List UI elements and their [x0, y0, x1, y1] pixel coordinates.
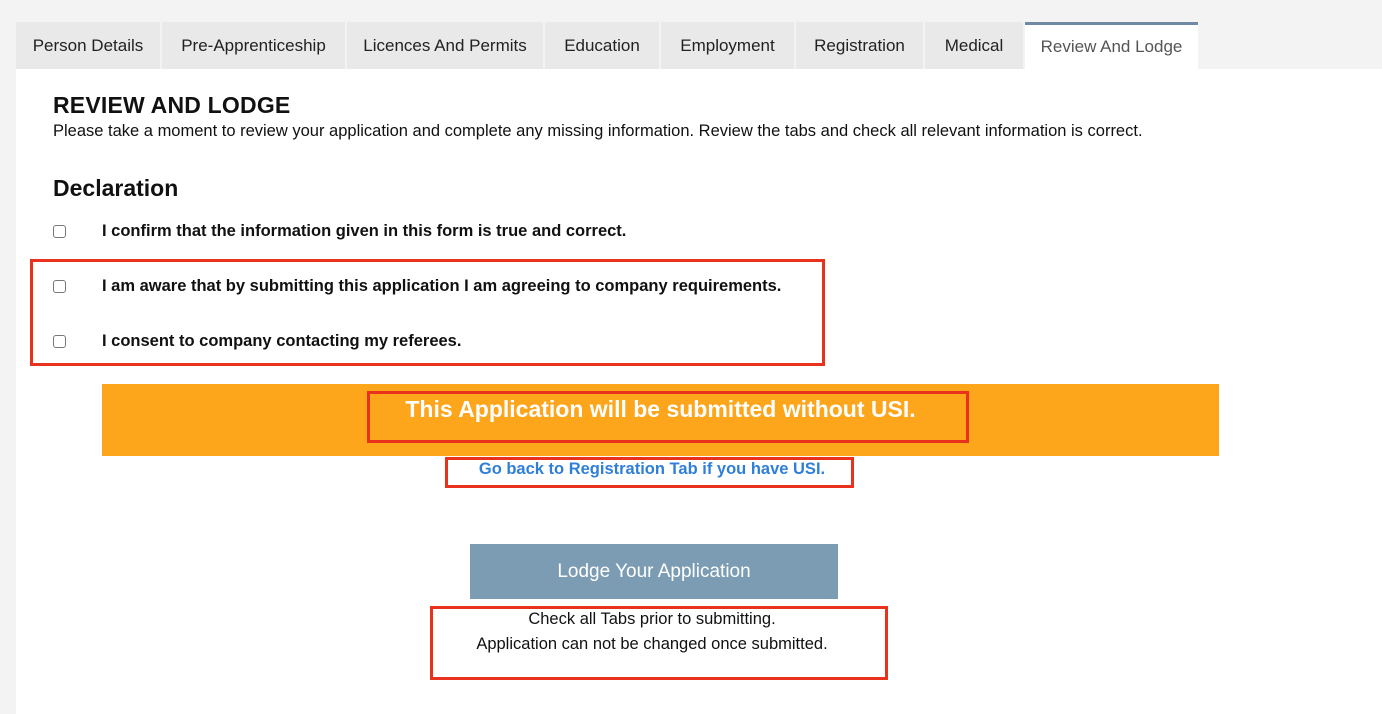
- tab-employment[interactable]: Employment: [661, 22, 794, 69]
- registration-tab-link[interactable]: Go back to Registration Tab if you have USI.: [478, 460, 826, 478]
- tab-pre-apprenticeship[interactable]: Pre-Apprenticeship: [162, 22, 345, 69]
- page-title: REVIEW AND LODGE: [53, 92, 291, 118]
- declaration-item-confirm: [53, 220, 627, 242]
- requirements-checkbox[interactable]: [53, 280, 66, 293]
- declaration-item-referees: [53, 330, 462, 352]
- usi-warning-text: This Application will be submitted without USI.: [405, 396, 916, 422]
- confirm-label: I confirm that the information given in this form is true and correct.: [102, 221, 627, 240]
- tab-licences-and-permits[interactable]: Licences And Permits: [347, 22, 543, 69]
- tab-review-and-lodge[interactable]: Review And Lodge: [1025, 22, 1198, 69]
- submit-note-line-1: Check all Tabs prior to submitting.: [528, 610, 776, 628]
- declaration-heading: Declaration: [53, 175, 179, 201]
- referees-checkbox[interactable]: [53, 335, 66, 348]
- declaration-item-requirements: [53, 275, 782, 297]
- submit-note-line-2: Application can not be changed once submitted.: [476, 635, 828, 653]
- referees-label: I consent to company contacting my referees.: [102, 331, 462, 350]
- tab-education[interactable]: Education: [545, 22, 659, 69]
- lodge-application-button[interactable]: Lodge Your Application: [470, 544, 838, 599]
- usi-warning-banner: [102, 384, 1219, 456]
- tab-registration[interactable]: Registration: [796, 22, 923, 69]
- tab-person-details[interactable]: Person Details: [16, 22, 160, 69]
- tab-medical[interactable]: Medical: [925, 22, 1023, 69]
- requirements-label: I am aware that by submitting this application I am agreeing to company requirements.: [102, 276, 782, 295]
- review-and-lodge-panel: [16, 69, 1382, 714]
- tab-bar: [16, 22, 1200, 69]
- confirm-checkbox[interactable]: [53, 225, 66, 238]
- page-intro: Please take a moment to review your application and complete any missing information. Review the tabs and check all relevant information is correct.: [53, 122, 1143, 140]
